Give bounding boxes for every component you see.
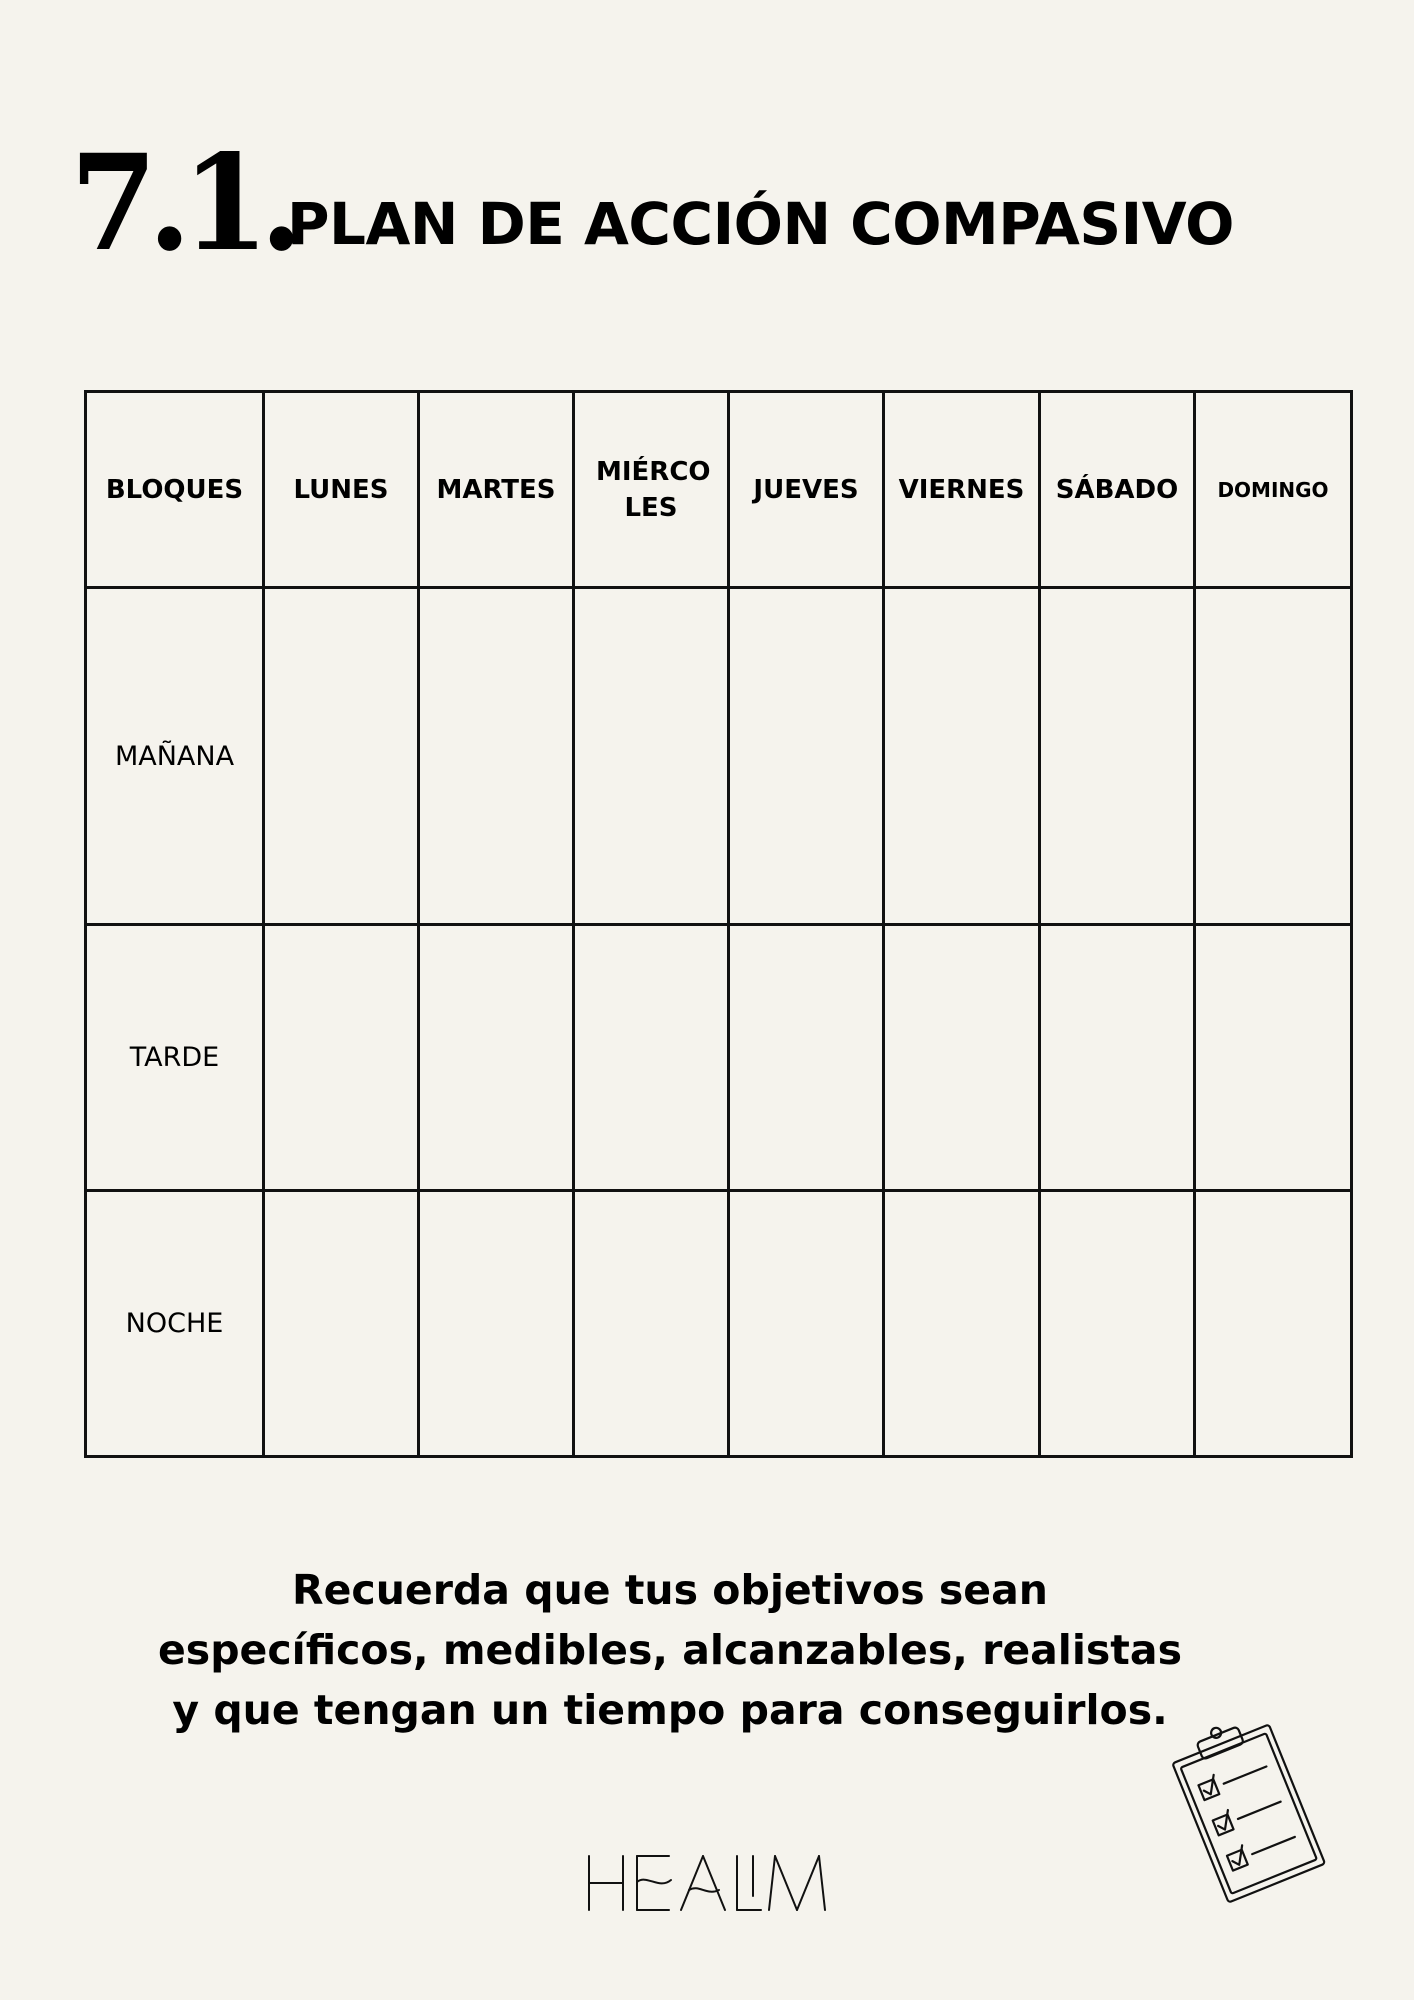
cell-manana-domingo[interactable] [1195,588,1352,925]
header-row [86,392,1352,588]
row-label-noche: NOCHE [86,1191,264,1457]
header-domingo: DOMINGO [1195,392,1352,588]
header-lunes: LUNES [264,392,419,588]
table-row-manana [86,588,1352,925]
header-martes: MARTES [419,392,574,588]
cell-noche-sabado[interactable] [1040,1191,1195,1457]
cell-noche-jueves[interactable] [729,1191,884,1457]
cell-tarde-miercoles[interactable] [574,925,729,1191]
cell-tarde-viernes[interactable] [884,925,1040,1191]
reminder-line-2: específicos, medibles, alcanzables, realistas [158,1626,1182,1674]
cell-noche-viernes[interactable] [884,1191,1040,1457]
cell-manana-lunes[interactable] [264,588,419,925]
cell-manana-sabado[interactable] [1040,588,1195,925]
header-jueves: JUEVES [729,392,884,588]
row-label-tarde: TARDE [86,925,264,1191]
header-bloques: BLOQUES [86,392,264,588]
section-number: 7.1. [70,126,294,281]
cell-noche-domingo[interactable] [1195,1191,1352,1457]
cell-manana-viernes[interactable] [884,588,1040,925]
cell-tarde-martes[interactable] [419,925,574,1191]
table-row-noche [86,1191,1352,1457]
reminder-text [150,1560,1190,1740]
cell-tarde-lunes[interactable] [264,925,419,1191]
healim-logo [585,1852,830,1914]
header-sabado: SÁBADO [1040,392,1195,588]
cell-tarde-domingo[interactable] [1195,925,1352,1191]
table-row-tarde [86,925,1352,1191]
weekly-planner-table [84,390,1353,1458]
page-title: PLAN DE ACCIÓN COMPASIVO [287,190,1234,258]
cell-manana-martes[interactable] [419,588,574,925]
header-miercoles-text: MIÉRCO LES [596,456,711,523]
reminder-line-3: y que tengan un tiempo para conseguirlos. [172,1686,1168,1734]
cell-manana-miercoles[interactable] [574,588,729,925]
cell-tarde-jueves[interactable] [729,925,884,1191]
cell-noche-martes[interactable] [419,1191,574,1457]
header-viernes: VIERNES [884,392,1040,588]
cell-noche-lunes[interactable] [264,1191,419,1457]
cell-tarde-sabado[interactable] [1040,925,1195,1191]
header-miercoles [574,392,729,588]
reminder-line-1: Recuerda que tus objetivos sean [292,1566,1048,1614]
clipboard-checklist-icon [1155,1720,1335,1910]
cell-manana-jueves[interactable] [729,588,884,925]
cell-noche-miercoles[interactable] [574,1191,729,1457]
row-label-manana: MAÑANA [86,588,264,925]
